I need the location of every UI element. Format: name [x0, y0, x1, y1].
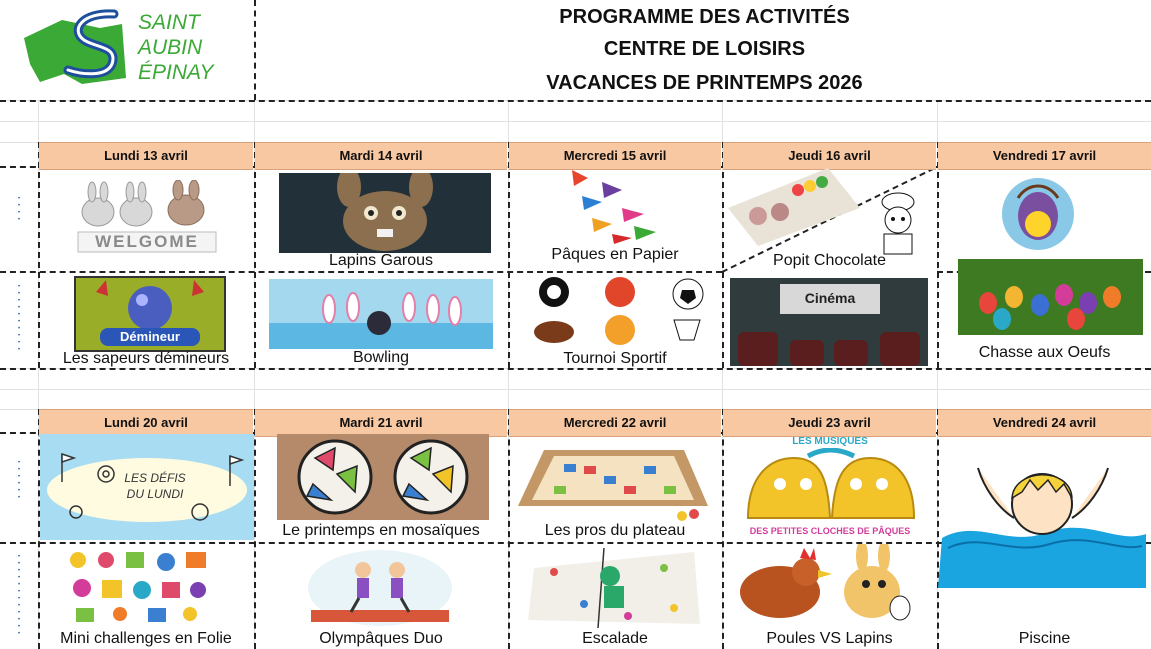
- day-header-mon-13: Lundi 13 avril: [39, 142, 253, 170]
- jeu-plateau-image: [514, 446, 710, 522]
- caption-sapeurs-demineurs: Les sapeurs démineurs: [62, 350, 230, 367]
- day-header-fri-17: Vendredi 17 avril: [938, 142, 1151, 170]
- chef-cartoon-image: [870, 192, 926, 256]
- day-header-mon-20: Lundi 20 avril: [39, 409, 253, 437]
- day-header-fri-24: Vendredi 24 avril: [938, 409, 1151, 437]
- piscine-image: [938, 448, 1150, 588]
- caption-mini-challenges: Mini challenges en Folie: [60, 630, 232, 647]
- tournoi-sportif-balls-image: [524, 276, 714, 348]
- logo-text: SAINT AUBIN ÉPINAY: [138, 11, 214, 84]
- mini-challenges-image: [62, 548, 214, 624]
- lapins-garous-image: [279, 173, 491, 253]
- caption-pros-plateau: Les pros du plateau: [544, 522, 686, 539]
- popit-chocolate-image: [728, 168, 860, 246]
- caption-paques-papier: Pâques en Papier: [551, 246, 679, 263]
- caption-mosaiques: Le printemps en mosaïques: [282, 522, 480, 539]
- day-header-wed-22: Mercredi 22 avril: [509, 409, 721, 437]
- day-header-wed-15: Mercredi 15 avril: [509, 142, 721, 170]
- cinema-image: Cinéma: [730, 278, 928, 366]
- defis-du-lundi-image: LES DÉFIS DU LUNDI: [40, 434, 254, 540]
- logo: [22, 8, 222, 92]
- welcome-bunnies-image: WELGOME: [74, 180, 220, 256]
- chasse-oeufs-image: [958, 259, 1143, 335]
- caption-lapins-garous: Lapins Garous: [328, 252, 434, 269]
- caption-tournoi-sportif: Tournoi Sportif: [563, 350, 667, 367]
- escalade-image: [524, 548, 704, 628]
- paques-papier-image: [562, 168, 664, 246]
- caption-chasse-oeufs: Chasse aux Oeufs: [978, 344, 1111, 361]
- day-header-tue-21: Mardi 21 avril: [255, 409, 507, 437]
- bowling-image: [269, 279, 493, 349]
- easter-chick-badge-image: [998, 176, 1080, 252]
- olympaques-duo-image: [305, 548, 455, 628]
- caption-olympaques-duo: Olympâques Duo: [319, 630, 443, 647]
- day-header-tue-14: Mardi 14 avril: [255, 142, 507, 170]
- caption-poules-vs-lapins: Poules VS Lapins: [766, 630, 893, 647]
- caption-bowling: Bowling: [352, 349, 410, 366]
- poules-vs-lapins-image: [724, 544, 924, 628]
- petites-cloches-image: LES MUSIQUES DES PETITES CLOCHES DE PÂQUES: [728, 434, 932, 540]
- caption-popit-chocolate: Popit Chocolate: [773, 252, 886, 269]
- caption-piscine: Piscine: [1018, 630, 1071, 647]
- day-header-thu-16: Jeudi 16 avril: [723, 142, 936, 170]
- mosaiques-image: [277, 434, 489, 520]
- caption-escalade: Escalade: [582, 630, 648, 647]
- demineur-image: Démineur: [74, 276, 226, 352]
- day-header-thu-23: Jeudi 23 avril: [723, 409, 936, 437]
